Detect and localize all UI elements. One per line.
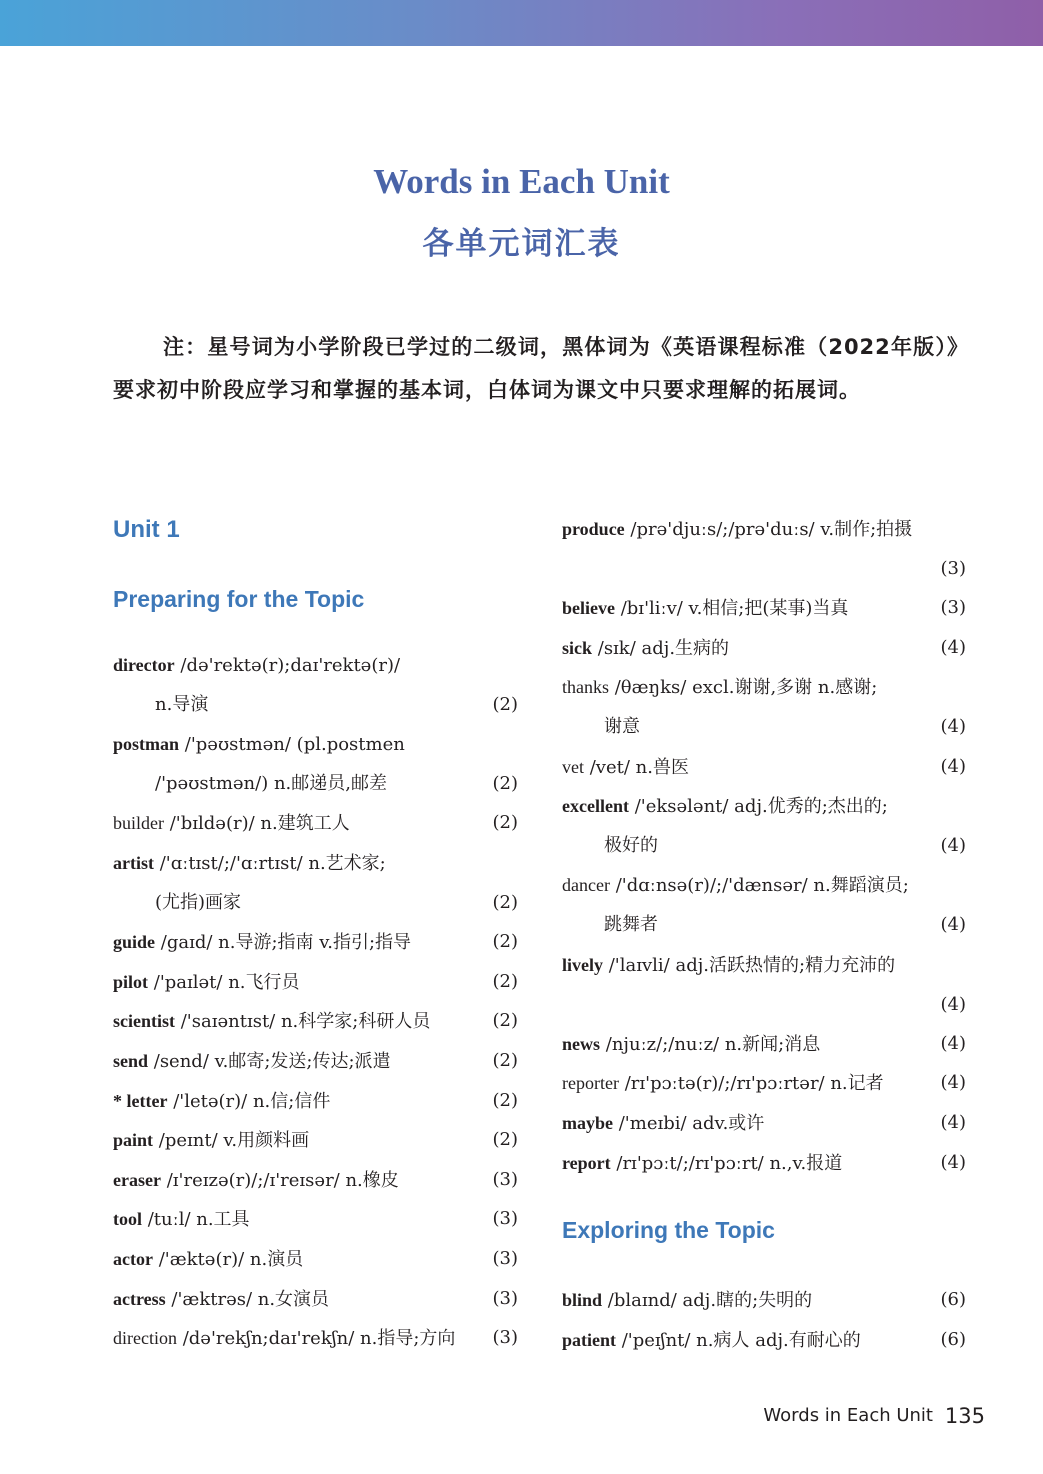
footer-label: Words in Each Unit xyxy=(763,1405,933,1426)
page-reference: (3) xyxy=(492,1327,518,1349)
page-reference: (2) xyxy=(492,970,518,992)
vocab-definition: /blaɪnd/ adj.瞎的;失明的 xyxy=(607,1290,813,1311)
page-reference: (2) xyxy=(492,892,518,913)
vocab-definition: /prə'djuːs/;/prə'duːs/ v.制作;拍摄 xyxy=(630,519,913,540)
vocab-entry xyxy=(562,1143,966,1183)
vocab-entry xyxy=(562,1320,966,1360)
vocab-entry xyxy=(113,1001,518,1041)
vocab-definition: /'æktə(r)/ n.演员 xyxy=(158,1249,304,1270)
vocab-entry xyxy=(562,747,966,787)
vocab-definition: (尤指)画家 xyxy=(155,892,242,913)
page-reference: (6) xyxy=(940,1289,966,1310)
page-reference: (2) xyxy=(492,1129,518,1151)
vocab-entry xyxy=(113,1160,518,1200)
page-reference: (6) xyxy=(940,1328,966,1350)
page-reference: (2) xyxy=(492,694,518,715)
page-reference: (4) xyxy=(940,1072,966,1094)
page-reference: (3) xyxy=(940,558,966,579)
vocab-definition: /'letə(r)/ n.信;信件 xyxy=(173,1090,331,1112)
vocab-definition: /'pəʊstmən/) n.邮递员,邮差 xyxy=(155,773,387,795)
vocab-entry xyxy=(562,1280,966,1320)
vocab-entry xyxy=(113,843,518,923)
vocab-entry xyxy=(113,1318,518,1358)
section-heading-preparing: Preparing for the Topic xyxy=(113,586,365,612)
vocab-definition: 谢意 xyxy=(604,716,640,738)
page-reference: (4) xyxy=(940,1032,966,1054)
vocab-word: scientist xyxy=(113,1011,175,1032)
vocab-entry xyxy=(562,1063,966,1103)
vocab-entry xyxy=(562,1103,966,1143)
vocab-word: paint xyxy=(113,1130,154,1151)
vocab-word: vet xyxy=(562,756,584,777)
vocab-word: lively xyxy=(562,954,603,975)
page-title-cn: 各单元词汇表 xyxy=(422,226,621,262)
vocab-definition: /'æktrəs/ n.女演员 xyxy=(171,1288,330,1310)
top-color-bar xyxy=(0,0,1043,46)
vocab-definition: /'paɪlət/ n.飞行员 xyxy=(153,971,300,993)
vocab-word: patient xyxy=(562,1329,616,1350)
page-reference: (4) xyxy=(940,636,966,658)
vocab-word: artist xyxy=(113,853,154,873)
vocab-word: pilot xyxy=(113,971,149,992)
vocab-definition: /njuːz/;/nuːz/ n.新闻;消息 xyxy=(605,1033,821,1055)
vocab-word: direction xyxy=(113,1328,177,1349)
page-reference: (4) xyxy=(940,1151,966,1173)
vocab-definition: /send/ v.邮寄;发送;传达;派遣 xyxy=(153,1051,391,1072)
vocab-entry xyxy=(562,588,966,628)
vocab-entry xyxy=(113,1279,518,1319)
vocab-word: guide xyxy=(113,932,156,953)
vocab-definition: /'eksələnt/ adj.优秀的;杰出的; xyxy=(634,796,888,818)
vocab-definition: /gaɪd/ n.导游;指南 v.指引;指导 xyxy=(160,932,412,954)
vocab-word: produce xyxy=(562,519,625,539)
vocab-definition: 极好的 xyxy=(604,835,658,857)
vocab-entry xyxy=(113,1199,518,1239)
vocab-entry xyxy=(562,1024,966,1064)
vocab-definition: /rɪ'pɔːt/;/rɪ'pɔːrt/ n.,v.报道 xyxy=(616,1152,843,1174)
vocab-definition: /'dɑːnsə(r)/;/'dænsər/ n.舞蹈演员; xyxy=(615,875,909,897)
vocab-word: thanks xyxy=(562,677,609,698)
vocab-word: builder xyxy=(113,813,164,834)
page-reference: (3) xyxy=(492,1208,518,1230)
vocab-word: believe xyxy=(562,598,615,619)
vocab-entry xyxy=(113,724,518,804)
page-reference: (3) xyxy=(940,597,966,619)
vocab-word: reporter xyxy=(562,1073,619,1094)
note-paragraph: 注：星号词为小学阶段已学过的二级词，黑体词为《英语课程标准（2022年版）》要求初中阶段应学习和掌握的基本词，白体词为课文中只要求理解的拓展词。 xyxy=(113,335,969,402)
page-reference: (3) xyxy=(492,1168,518,1190)
vocab-entry xyxy=(562,865,966,945)
vocab-definition: n.导演 xyxy=(155,694,209,715)
vocab-definition: /'peɪʃnt/ n.病人 adj.有耐心的 xyxy=(621,1329,861,1351)
vocab-word: news xyxy=(562,1033,601,1054)
vocab-word: sick xyxy=(562,637,593,658)
vocab-definition: /'ɑːtɪst/;/'ɑːrtɪst/ n.艺术家; xyxy=(159,853,386,874)
section-heading-exploring: Exploring the Topic xyxy=(562,1217,775,1243)
vocab-entry xyxy=(562,786,966,866)
vocab-entry xyxy=(562,945,966,1025)
page-number: 135 xyxy=(944,1404,985,1428)
vocab-definition: /'laɪvli/ adj.活跃热情的;精力充沛的 xyxy=(608,954,896,976)
vocab-definition: /'bɪldə(r)/ n.建筑工人 xyxy=(169,813,350,835)
vocab-definition: /rɪ'pɔːtə(r)/;/rɪ'pɔːrtər/ n.记者 xyxy=(624,1073,884,1095)
vocab-word: tool xyxy=(113,1209,142,1230)
vocab-entry xyxy=(562,509,966,589)
page-reference: (4) xyxy=(940,1112,966,1133)
vocab-word: report xyxy=(562,1152,611,1173)
vocab-word: director xyxy=(113,655,175,675)
vocab-definition: /də'rektə(r);daɪ'rektə(r)/ xyxy=(180,655,401,676)
page-reference: (3) xyxy=(492,1248,518,1269)
page-reference: (4) xyxy=(940,993,966,1015)
vocab-definition: /vet/ n.兽医 xyxy=(589,756,689,778)
vocab-definition: /ɪ'reɪzə(r)/;/ɪ'reɪsər/ n.橡皮 xyxy=(166,1169,399,1191)
vocab-word: actor xyxy=(113,1249,153,1269)
vocab-entry xyxy=(113,1081,518,1121)
vocab-word: actress xyxy=(113,1288,166,1309)
vocab-definition: /'pəʊstmən/ (pl.postmen xyxy=(184,734,405,756)
page-reference: (3) xyxy=(492,1287,518,1309)
vocab-word: send xyxy=(113,1051,149,1071)
page-reference: (2) xyxy=(492,931,518,953)
vocab-definition: 跳舞者 xyxy=(604,914,658,936)
vocab-entry xyxy=(113,1041,518,1081)
vocab-word: postman xyxy=(113,734,180,755)
page-reference: (4) xyxy=(940,755,966,777)
vocab-definition: /sɪk/ adj.生病的 xyxy=(597,637,730,659)
vocab-entry xyxy=(113,922,518,962)
vocab-word: eraser xyxy=(113,1169,161,1190)
vocab-entry xyxy=(562,667,966,747)
vocab-entry xyxy=(113,1120,518,1160)
page-reference: (2) xyxy=(492,1010,518,1032)
vocab-word: dancer xyxy=(562,875,610,896)
vocab-definition: /bɪ'liːv/ v.相信;把(某事)当真 xyxy=(620,598,849,620)
vocab-definition: /tuːl/ n.工具 xyxy=(147,1209,250,1231)
vocab-word: maybe xyxy=(562,1113,613,1133)
vocab-definition: /də'rekʃn;daɪ'rekʃn/ n.指导;方向 xyxy=(182,1328,456,1350)
vocab-entry xyxy=(113,1239,518,1279)
page-title-en: Words in Each Unit xyxy=(373,162,670,201)
page-reference: (2) xyxy=(492,1050,518,1071)
page-reference: (4) xyxy=(940,716,966,738)
vocab-entry xyxy=(113,962,518,1002)
vocab-word: blind xyxy=(562,1290,603,1310)
unit-heading: Unit 1 xyxy=(113,516,180,543)
page-reference: (2) xyxy=(492,812,518,834)
page-reference: (4) xyxy=(940,914,966,936)
vocab-entry xyxy=(113,645,518,725)
vocab-definition: /peɪnt/ v.用颜料画 xyxy=(158,1130,310,1152)
page-reference: (2) xyxy=(492,773,518,795)
vocab-entry xyxy=(562,628,966,668)
vocab-word: excellent xyxy=(562,796,629,817)
page-reference: (2) xyxy=(492,1089,518,1111)
vocab-word: * letter xyxy=(113,1090,168,1111)
vocab-definition: /'meɪbi/ adv.或许 xyxy=(618,1113,765,1134)
vocab-definition: /'saɪəntɪst/ n.科学家;科研人员 xyxy=(180,1011,431,1033)
page-reference: (4) xyxy=(940,835,966,857)
vocab-definition: /θæŋks/ excl.谢谢,多谢 n.感谢; xyxy=(614,677,878,699)
vocab-entry xyxy=(113,803,518,843)
